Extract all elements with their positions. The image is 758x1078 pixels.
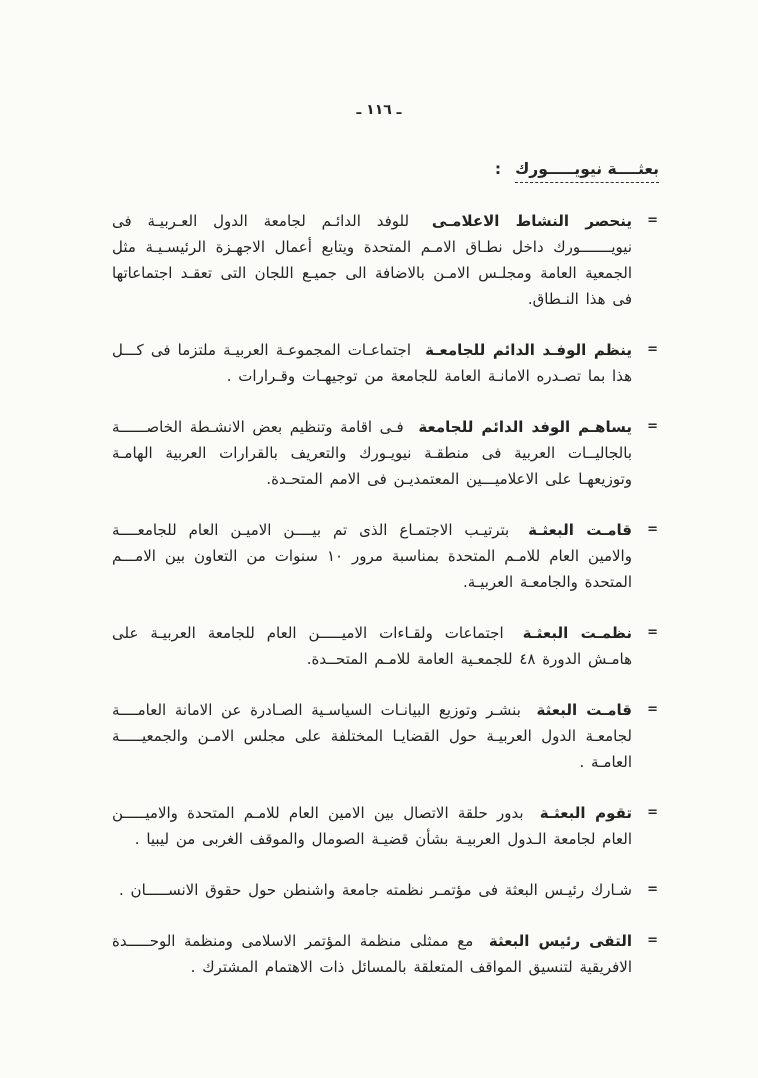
item-lead: ينحصر النشاط الاعلامـى bbox=[431, 212, 632, 230]
item-marker: = bbox=[647, 213, 658, 228]
item-body: بنشـر وتوزيع البيانـات السياسـية الصـادرة عن الامانة العامــــة لجامعـة الدول العربيـة حول القضايـا المختلفة على مجلس الامـن والجمعيـــــة العامـة . bbox=[112, 701, 632, 771]
item-body: اجتماعات ولقـاءات الاميـــــن العام للجامعة العربيـة على هامـش الدورة ٤٨ للجمعـية العامة للامـم المتحــدة. bbox=[112, 624, 632, 668]
list-item bbox=[112, 697, 658, 775]
item-text bbox=[112, 337, 632, 389]
item-lead: قامـت البعثة bbox=[536, 701, 632, 719]
item-lead: نظمـت البعثـة bbox=[522, 624, 632, 642]
item-lead: ينظم الوفـد الدائم للجامعـة bbox=[425, 341, 632, 359]
item-text bbox=[112, 517, 632, 595]
item-marker: = bbox=[647, 805, 658, 820]
item-lead: تقوم البعثـة bbox=[539, 804, 632, 822]
list-item bbox=[112, 800, 658, 852]
list-item bbox=[112, 928, 658, 980]
item-marker: = bbox=[647, 522, 658, 537]
item-body: بدور حلقة الاتصال بين الامين العام للامـم المتحدة والاميـــــن العام لجامعة الـدول العربيـة بشأن قضيـة الصومال والموقف الغربى من ليبيا . bbox=[112, 804, 632, 848]
section-heading bbox=[495, 160, 659, 183]
item-marker: = bbox=[647, 419, 658, 434]
item-marker: = bbox=[647, 702, 658, 717]
item-text bbox=[112, 414, 632, 492]
item-text bbox=[112, 928, 632, 980]
item-text bbox=[112, 877, 632, 903]
item-lead: التقى رئيس البعثة bbox=[488, 932, 632, 950]
list-item bbox=[112, 414, 658, 492]
item-text bbox=[112, 697, 632, 775]
item-marker: = bbox=[647, 882, 658, 897]
item-text bbox=[112, 800, 632, 852]
item-body: بترتيـب الاجتمـاع الذى تم بيــــن الاميـن العام للجامعــــة والامين العام للامـم المتحدة بمناسبة مرور ١٠ سنوات من التعاون بين الامـــم المتحدة والجامعـة العربيـة. bbox=[112, 521, 632, 591]
items-list bbox=[112, 208, 658, 1005]
item-text bbox=[112, 208, 632, 312]
list-item bbox=[112, 877, 658, 903]
list-item bbox=[112, 208, 658, 312]
item-lead: يساهـم الوفد الدائم للجامعة bbox=[418, 418, 632, 436]
item-body: فـى اقامة وتنظيم بعض الانشـطة الخاصــــــة بالجاليــات العربية فى منطقـة نيويـورك والتعريف بالقرارات العربية الهامـة وتوزيعهـا على الاعلاميـــين المعتمديـن فى الامم المتحـدة. bbox=[112, 418, 632, 488]
item-body: مع ممثلى منظمة المؤتمر الاسلامى ومنظمة الوحـــــدة الافريقية لتنسيق المواقف المتعلقة بالمسائل ذات الاهتمام المشترك . bbox=[112, 932, 632, 976]
item-lead: قامـت البعثـة bbox=[528, 521, 632, 539]
list-item bbox=[112, 620, 658, 672]
item-text bbox=[112, 620, 632, 672]
page-number: ـ ١١٦ ـ bbox=[356, 102, 402, 118]
item-marker: = bbox=[647, 933, 658, 948]
item-body: للوفد الدائـم لجامعة الدول العـربيـة فى نيويـــــــورك داخل نطـاق الامـم المتحدة ويتابع أعمال الاجهـزة الرئيسـيـة مثل الجمعية العامة ومجلـس الامـن بالاضافة الى جميـع اللجان التى تعقـد اجتماعاتها فى هذا النـطاق. bbox=[112, 212, 632, 308]
section-heading-text: بعثــــة نيويـــــورك bbox=[515, 160, 659, 183]
item-body: اجتماعـات المجموعـة العربيـة ملتزما فى كـــل هذا بما تصـدره الامانـة العامة للجامعة من توجيهـات وقـرارات . bbox=[112, 341, 632, 385]
section-heading-colon: : bbox=[494, 160, 502, 178]
list-item bbox=[112, 517, 658, 595]
list-item bbox=[112, 337, 658, 389]
item-marker: = bbox=[647, 625, 658, 640]
item-marker: = bbox=[647, 342, 658, 357]
item-body: شـارك رئيـس البعثة فى مؤتمـر نظمته جامعة واشنطن حول حقوق الانســـــان . bbox=[119, 881, 632, 899]
